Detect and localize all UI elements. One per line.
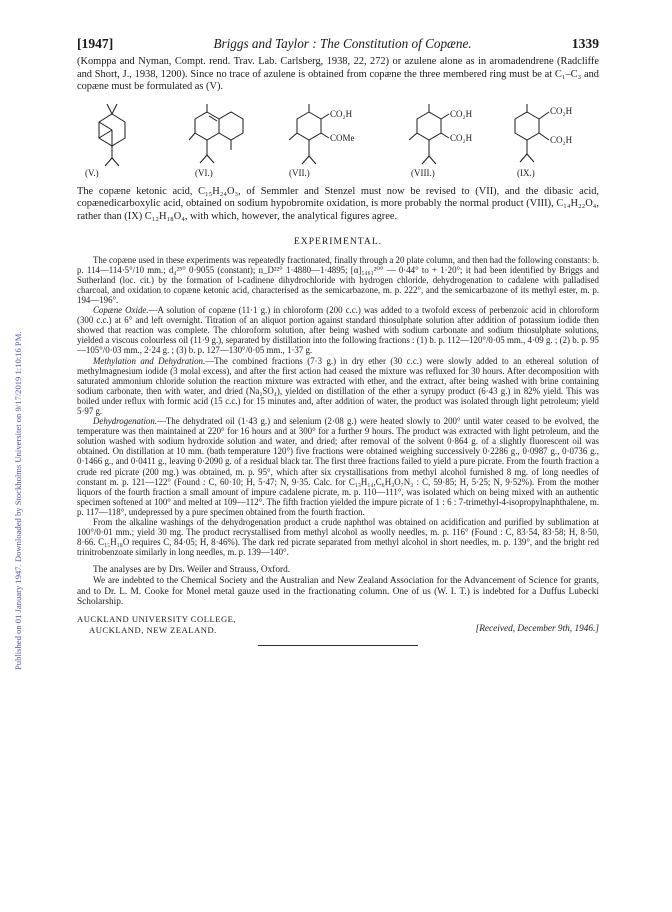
structural-formulae <box>77 100 599 182</box>
structure-label-v: (V.) <box>85 167 99 178</box>
download-watermark-text: Published on 01 January 1947. Downloaded by Stockholms Universitet on 9/17/2019 1:10:16 PM. <box>13 331 23 670</box>
download-watermark <box>2 40 23 680</box>
intro-paragraph: (Komppa and Nyman, Compt. rend. Trav. Lab. Carlsberg, 1938, 22, 272) or azulene alone as in aromadendrene (Radcliffe and Short, J., 1938, 1200). Since no trace of azulene is obtained from copæne the three membered ring must be at C₁–C₃ and copæne must be formulated as (V). <box>77 56 599 93</box>
exp-body-copaene-oxide: —A solution of copæne (11·1 g.) in chloroform (200 c.c.) was added to a twofold excess of perbenzoic acid in chloroform (300 c.c.) at 6° and left overnight. Titration of an aliquot portion against standard thiosulphate solution after addition of potassium iodide then showed that reaction was complete. The chloroform solution, after being washed with sodium carbonate and sodium thiosulphate solutions, yielded a viscous colourless oil (11·9 g.), separated by distillation into the following fractions : (1) b. p. 112—120°/0·05 mm., 4·09 g. ; (2) b. p. 95—105°/0·03 mm., 2·24 g. ; (3) b. p. 127—130°/0·05 mm., 1·37 g. <box>77 305 599 356</box>
structure-vii <box>289 104 329 164</box>
author-address <box>77 614 599 635</box>
acknowledgements <box>77 565 599 608</box>
ack-grants: We are indebted to the Chemical Society and the Australian and New Zealand Association for the Advancement of Science for grants, and to Dr. L. M. Cooke for Monel metal gauze used in the fractionating column. One of us (W. I. T.) is indebted for a Duffus Lubecki Scholarship. <box>77 576 599 608</box>
header-year: [1947] <box>77 36 114 51</box>
structure-v <box>99 104 125 166</box>
ketonic-acid-paragraph: The copæne ketonic acid, C₁₅H₂₄O₃, of Semmler and Stenzel must now be revised to (VII), and the dibasic acid, copænedicarboxylic acid, obtained on sodium hypobromite oxidation, is more probably the normal product (VIII), C₁₄H₂₂O₄, rather than (IX) C₁₂H₁₈O₄, with which, however, the analytical figures agree. <box>77 185 599 222</box>
exp-heading-copaene-oxide: Copæne Oxide. <box>93 305 149 316</box>
address-line-1: AUCKLAND UNIVERSITY COLLEGE, <box>77 614 237 625</box>
ix-group-bottom: CO₂H <box>550 134 573 145</box>
section-heading-experimental: EXPERIMENTAL. <box>293 235 383 247</box>
exp-body-methylation: —The combined fractions (7·3 g.) in dry ether (30 c.c.) were slowly added to an ethereal solution of methylmagnesium iodide (3 molal excess), and after the first action had ceased the mixture was refluxed for 30 hours. After decomposition with saturated ammonium chloride solution the reaction mixture was extracted with ether, and the extract, after being washed with brine containing sodium carbonate, then with water, and dried (Na₂SO₄), yielded on distillation of the ether a syrupy product (6·43 g.) in 82% yield. This was boiled under reflux with formic acid (15 c.c.) for 15 minutes and, after addition of water, the product was isolated through light petroleum; yield 5·97 g. <box>77 355 599 416</box>
exp-paragraph-3 <box>77 356 599 417</box>
exp-paragraph-4 <box>77 416 599 517</box>
structure-ix <box>515 104 549 162</box>
vii-group-top: CO₂H <box>330 108 353 119</box>
exp-paragraph-2 <box>77 305 599 355</box>
structure-viii <box>409 104 449 164</box>
experimental-section <box>77 255 599 558</box>
exp-body-dehydrogenation: —The dehydrated oil (1·43 g.) and selenium (2·08 g.) were heated slowly to 200° until water ceased to be evolved, the temperature was then maintained at 220° for 16 hours and at 300° for a further 9 hours. The product was extracted with light petroleum, and the solution washed with sodium hydroxide solution and water, and dried; after removal of the solvent 0·864 g. of a slightly fluorescent oil was obtained. On distillation at 10 mm. (bath temperature 120°) five fractions were obtained weighing successively 0·2286 g., 0·0987 g., 0·0736 g., 0·1466 g., and 0·0411 g., leaving 0·2090 g. of a residual black tar. The first three fractions failed to yield a pure picrate. From the fourth fraction a crude red picrate (200 mg.) was obtained, m. p. 95°, which after six crystallisations from methyl alcohol furnished 8 mg. of long needles of constant m. p. 121—122° (Found : C, 60·10; H, 5·47; N, 9·35. Calc. for C₁₃H₁₄,C₆H₃O₇N₃ : C, 59·85; H, 5·25; N, 9·52%). From the mother liquors of the fourth fraction a small amount of impure cadalene picrate, m. p. 110—111°, was isolated which on being mixed with an authentic specimen softened at 100° and melted at 109—112°. The fifth fraction yielded the impure picrate of 1 : 6 : 7-trimethyl-4-isopropylnaphthalene, m. p. 117—118°, undepressed by a pure specimen obtained from the fourth fraction. <box>77 416 599 517</box>
received-date: [Received, December 9th, 1946.] <box>475 624 599 635</box>
structures-svg <box>77 100 599 182</box>
running-header <box>77 36 599 52</box>
structure-label-vii: (VII.) <box>289 167 310 178</box>
page-number: 1339 <box>571 36 599 51</box>
end-rule <box>258 645 418 646</box>
exp-heading-methylation: Methylation and Dehydration. <box>93 355 206 366</box>
structure-label-ix: (IX.) <box>517 167 535 178</box>
structure-vi <box>189 104 243 163</box>
viii-group-top: CO₂H <box>450 108 473 119</box>
address-line-2: AUCKLAND, NEW ZEALAND. <box>89 624 217 635</box>
ix-group-top: CO₂H <box>550 105 573 116</box>
structure-label-vi: (VI.) <box>195 167 213 178</box>
viii-group-bottom: CO₂H <box>450 132 473 143</box>
ack-analyses: The analyses are by Drs. Weiler and Strauss, Oxford. <box>93 565 291 576</box>
exp-paragraph-1: The copæne used in these experiments was repeatedly fractionated, finally through a 20 plate column, and then had the following constants: b. p. 114—114·5°/10 mm.; d₄²⁵° 0·9055 (constant); n_D²²° 1·4880—1·4895; [α]₅₄₆₁²⁰° — 0·44° to + 1·20°; it had been identified by Briggs and Sutherland (loc. cit.) by the formation of l-cadinene dihydrochloride with hydrogen chloride, dehydrogenation to cadalene with palladised charcoal, and oxidation to copæne ketonic acid, characterised as the semicarbazone, m. p. 222°, and the semicarbazone of its methyl ester, m. p. 194—196°. <box>77 254 599 305</box>
exp-paragraph-5: From the alkaline washings of the dehydrogenation product a crude naphthol was obtained on acidification and purified by sublimation at 100°/0·01 mm.; yield 30 mg. The product recrystallised from methyl alcohol as woolly needles, m. p. 116° (Found : C, 83·54, 83·58; H, 8·50, 8·66. C₁₅H₁₈O requires C, 84·05; H, 8·46%). The dark red picrate separated from methyl alcohol in short needles, m. p. 139°, and the bright red trinitrobenzoate similarly in long needles, m. p. 139—140°. <box>77 517 599 558</box>
header-title: Briggs and Taylor : The Constitution of Copæne. <box>213 36 472 51</box>
structure-label-viii: (VIII.) <box>411 167 435 178</box>
journal-page <box>77 36 599 646</box>
vii-group-bottom: COMe <box>330 132 355 143</box>
exp-heading-dehydrogenation: Dehydrogenation. <box>93 416 158 427</box>
